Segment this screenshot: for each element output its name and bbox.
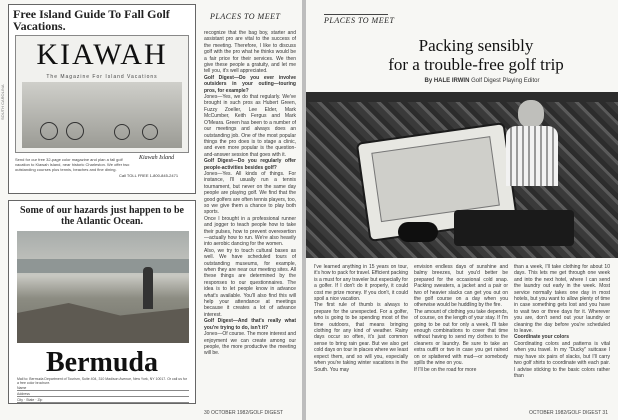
bermuda-coast-photo [17, 231, 189, 343]
kiawah-cyclists-photo [22, 82, 182, 148]
paragraph: envision endless days of sunshine and balmy breezes, but you'd better be prepared for the occasional cold snap. Packing sweaters, a jacket and a pair or two of heavier slacks can get you out on the golf course on a day when you otherwise would be huddling by the fire. [414, 264, 508, 309]
byline-role: Golf Digest Playing Editor [471, 78, 540, 84]
paragraph: recognize that the bag boy, starter and assistant pro are vital to the success of the meeting. Therefore, I like to discuss golf with the pro what he thinks would be a fair price for their services. We then give these people a gratuity, and let me tell you, it's well appreciated. [204, 30, 296, 75]
bermuda-wordmark: Bermuda [46, 347, 158, 378]
question: Golf Digest—Do you regularly offer people-activities besides golf? [204, 158, 296, 171]
bicycle-wheel-icon [66, 122, 84, 140]
bermuda-mail-coupon [17, 377, 189, 403]
kiawah-magazine-cover [15, 35, 189, 153]
bicycle-wheel-icon [40, 122, 58, 140]
bermuda-mail-text: Mail to: Bermuda Department of Tourism, Suite 404, 310 Madison Avenue, New York, NY 10017. Or call us for a free color brochure. [17, 377, 188, 385]
paragraph: I've learned anything in 15 years on tour, it's how to pack for travel. Efficient packing is a must for any traveler but especially for a golfer. If I don't do it properly, it could cost me prize money. If you don't, it could spoil a nice vacation. [314, 264, 408, 303]
bicycle-wheel-icon [114, 124, 130, 140]
golf-shoes [398, 222, 438, 242]
coupon-name-field[interactable]: Name [17, 386, 189, 391]
paragraph: Jones—Of course. The more interest and enjoyment we can create among our people, the more productive the meeting will be. [204, 331, 296, 357]
right-column-1 [314, 264, 408, 406]
question: Golf Digest—Do you ever involve outsiders in your outing—touring pros, for example? [204, 74, 296, 94]
paragraph: Jones—Yes. All kinds of things. For instance, I'll usually run a tennis tournament, but never on the same day people are playing golf. We find that the good golfers are often tennis players, too, so we give them a chance to play both sports. [204, 170, 296, 216]
cliff-rocks [17, 293, 189, 343]
golfer-figure [143, 267, 153, 309]
bermuda-ad-headline: Some of our hazards just happen to be the Atlantic Ocean. [20, 205, 184, 227]
byline-name: By HALE IRWIN [424, 78, 470, 84]
kiawah-side-note: SOUTH CAROLINA [0, 84, 5, 120]
right-column-2 [414, 264, 508, 406]
kiawah-logo: Kiawah Island [139, 155, 175, 161]
question: Golf Digest—And that's really what you're trying to do, isn't it? [204, 318, 296, 331]
paragraph: The amount of clothing you take depends, of course, on the length of your stay. If I'm going to be out for only a week, I'll take enough combinations to cover that time without having to send my clothes to the cleaners or laundry. Be sure to take an extra outfit or two in case you get rained on or splattered with mud—or somebody spills the wine on you. [414, 308, 508, 367]
ocean [17, 259, 189, 273]
article-headline [356, 36, 596, 74]
golf-bag [454, 210, 574, 246]
kiawah-tagline: The Magazine For Island Vacations [46, 74, 158, 80]
headline-line-2: for a trouble-free golf trip [388, 55, 564, 74]
paragraph: Coordinating colors and patterns is vital when you travel. In my "Ducky" suitcase I may have six pairs of slacks, but I'll carry two golf shirts to coordinate with each pair. I advise sticking to the basic colors rather than [514, 340, 610, 379]
bermuda-ad[interactable] [8, 200, 196, 404]
kiawah-ad-body: Send for our free 32-page color magazine and plan a fall golf vacation to Kiawah Island, near historic Charleston. We offer two outstanding courses plus tennis, beaches and fine dining. [15, 157, 130, 172]
paragraph: If I'll be on the road for more [414, 366, 477, 373]
packing-photo [306, 92, 618, 258]
kiawah-ad-headline: Free Island Guide To Fall Golf Vacations. [13, 7, 170, 33]
right-folio: OCTOBER 1982/GOLF DIGEST 31 [528, 410, 608, 416]
subhead: Coordinate your colors [514, 334, 570, 341]
bicycle-wheel-icon [142, 124, 158, 140]
kiawah-ad[interactable] [8, 4, 196, 194]
left-kicker: PLACES TO MEET [210, 12, 281, 21]
striped-shirt [506, 126, 558, 186]
paragraph: Once I brought in a professional runner and jogger to teach people how to take their pulses, how to prevent overexertion—actually how to run. We're also heavily into aerobic dancing for the women. [204, 215, 296, 248]
paragraph: The first rule of thumb is always to prepare for the unexpected. For a golfer, who is going to be spending most of the time outdoors, that means bringing clothing for any kind of weather. Rainy days occur so often, it's just common sense to bring rain gear. But we also get cold days on tour in places where we least expect them, and so will you, especially when you're taking winter vacations in the South. You may [314, 302, 408, 373]
byline [362, 78, 602, 84]
headline-line-1: Packing sensibly [418, 36, 534, 55]
kiawah-phone[interactable]: Call TOLL FREE 1-800-845-2471 [119, 173, 179, 178]
left-article-column [204, 30, 296, 402]
head [518, 100, 544, 128]
left-page [0, 0, 302, 420]
right-kicker: PLACES TO MEET [324, 16, 395, 25]
kiawah-masthead: KIAWAH [36, 38, 168, 71]
coupon-city-state-zip-field[interactable]: City · State · Zip [17, 398, 189, 403]
paragraph: Jones—Yes, we do that regularly. We've brought in such pros as Hubert Green, Fuzzy Zoeller, Lee Elder, Mark McCumber, Keith Fergus and Mark O'Meara. Green has been to a number of our meetings and always does an outstanding job. One of the most popular things the pro does is to stage a clinic, and even more popular is the question-and-answer session that goes with it. [204, 94, 296, 158]
left-folio: 30 OCTOBER 1982/GOLF DIGEST [204, 410, 284, 416]
right-column-3 [514, 264, 610, 406]
paragraph: than a week, I'll take clothing for about 10 days. This lets me get through one week and into the next hotel, where I can send the laundry out early in the week. Most service normally takes one day in most hotels, but you want to allow plenty of time in case something gets lost and you have to wait two or three days for it. Wherever you are, don't send out your laundry or cleaning the day before you're scheduled to leave. [514, 264, 610, 335]
paragraph: Also, we try to touch cultural bases as well. We have scheduled tours of outstanding museums, for example, when they are near our meeting sites. All these things are determined by the responses to our questionnaires. The idea is to let people know in advance what's available. You'll also find this will help your attendance at meetings because it creates a lot of advance interest. [204, 247, 296, 318]
hale-irwin-figure [502, 98, 560, 188]
right-page [306, 0, 618, 420]
coupon-address-field[interactable]: Address [17, 392, 189, 397]
